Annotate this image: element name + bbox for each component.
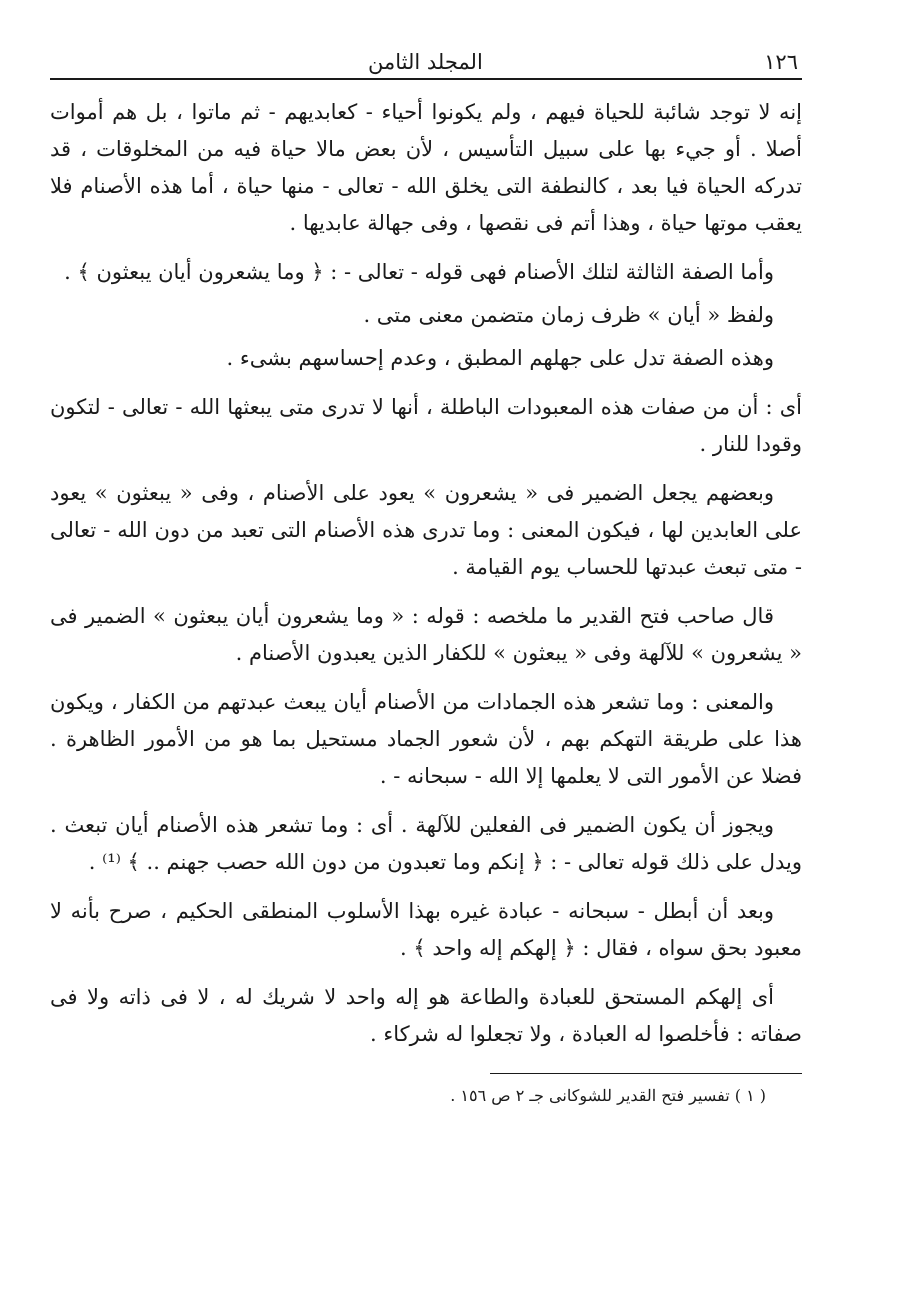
paragraph: وبعد أن أبطل - سبحانه - عبادة غيره بهذا الأسلوب المنطقى الحكيم ، صرح بأنه لا معبود بحق سواه ، فقال : ﴿ إلهكم إله واحد ﴾ . [50, 899, 802, 960]
paragraph: ويجوز أن يكون الضمير فى الفعلين للآلهة . أى : وما تشعر هذه الأصنام أيان تبعث . ويدل على ذلك قوله تعالى - : ﴿ إنكم وما تعبدون من دون الله حصب جهنم .. ﴾ ⁽¹⁾ . [50, 813, 802, 874]
paragraph: وهذه الصفة تدل على جهلهم المطبق ، وعدم إحساسهم بشىء . [226, 346, 774, 370]
paragraph: ولفظ « أيان » ظرف زمان متضمن معنى متى . [363, 303, 774, 327]
footnote: ( ١ ) تفسير فتح القدير للشوكانى جـ ٢ ص ١٥٦ . [450, 1086, 766, 1105]
book-page [50, 40, 802, 1105]
paragraph: إنه لا توجد شائبة للحياة فيهم ، ولم يكونوا أحياء - كعابديهم - ثم ماتوا ، بل هم أموات أصلا . أو جيء بها على سبيل التأسيس ، لأن بعض مالا حياة فيه من المخلوقات ، قد تدركه الحياة فيا بعد ، كالنطفة التى يخلق الله - تعالى - منها حياة ، أما هذه الأصنام فلا يعقب موتها حياة ، وهذا أتم فى نقصها ، وفى جهالة عابديها . [50, 100, 802, 235]
paragraph: أى إلهكم المستحق للعبادة والطاعة هو إله واحد لا شريك له ، لا فى ذاته ولا فى صفاته : فأخلصوا له العبادة ، ولا تجعلوا له شركاء . [50, 985, 802, 1046]
header-rule [50, 78, 802, 80]
paragraph: قال صاحب فتح القدير ما ملخصه : قوله : « وما يشعرون أيان يبعثون » الضمير فى « يشعرون » للآلهة وفى « يبعثون » للكفار الذين يعبدون الأصنام . [50, 604, 802, 665]
paragraph: وبعضهم يجعل الضمير فى « يشعرون » يعود على الأصنام ، وفى « يبعثون » يعود على العابدين لها ، فيكون المعنى : وما تدرى هذه الأصنام التى تعبد من دون الله - تعالى - متى تبعث عبدتها للحساب يوم القيامة . [50, 481, 802, 579]
page-number: ١٢٦ [764, 50, 798, 74]
page-body [50, 94, 802, 1053]
volume-title: المجلد الثامن [368, 50, 483, 74]
paragraph: والمعنى : وما تشعر هذه الجمادات من الأصنام أيان يبعث عبدتهم من الكفار ، ويكون هذا على طريقة التهكم بهم ، لأن شعور الجماد مستحيل بما هو من الأمور الظاهرة . فضلا عن الأمور التى لا يعلمها إلا الله - سبحانه - . [50, 690, 802, 788]
page-header [50, 40, 802, 74]
paragraph: أى : أن من صفات هذه المعبودات الباطلة ، أنها لا تدرى متى يبعثها الله - تعالى - لتكون وقودا للنار . [50, 395, 802, 456]
paragraph: وأما الصفة الثالثة لتلك الأصنام فهى قوله - تعالى - : ﴿ وما يشعرون أيان يبعثون ﴾ . [64, 260, 774, 284]
footnote-rule [490, 1073, 802, 1074]
